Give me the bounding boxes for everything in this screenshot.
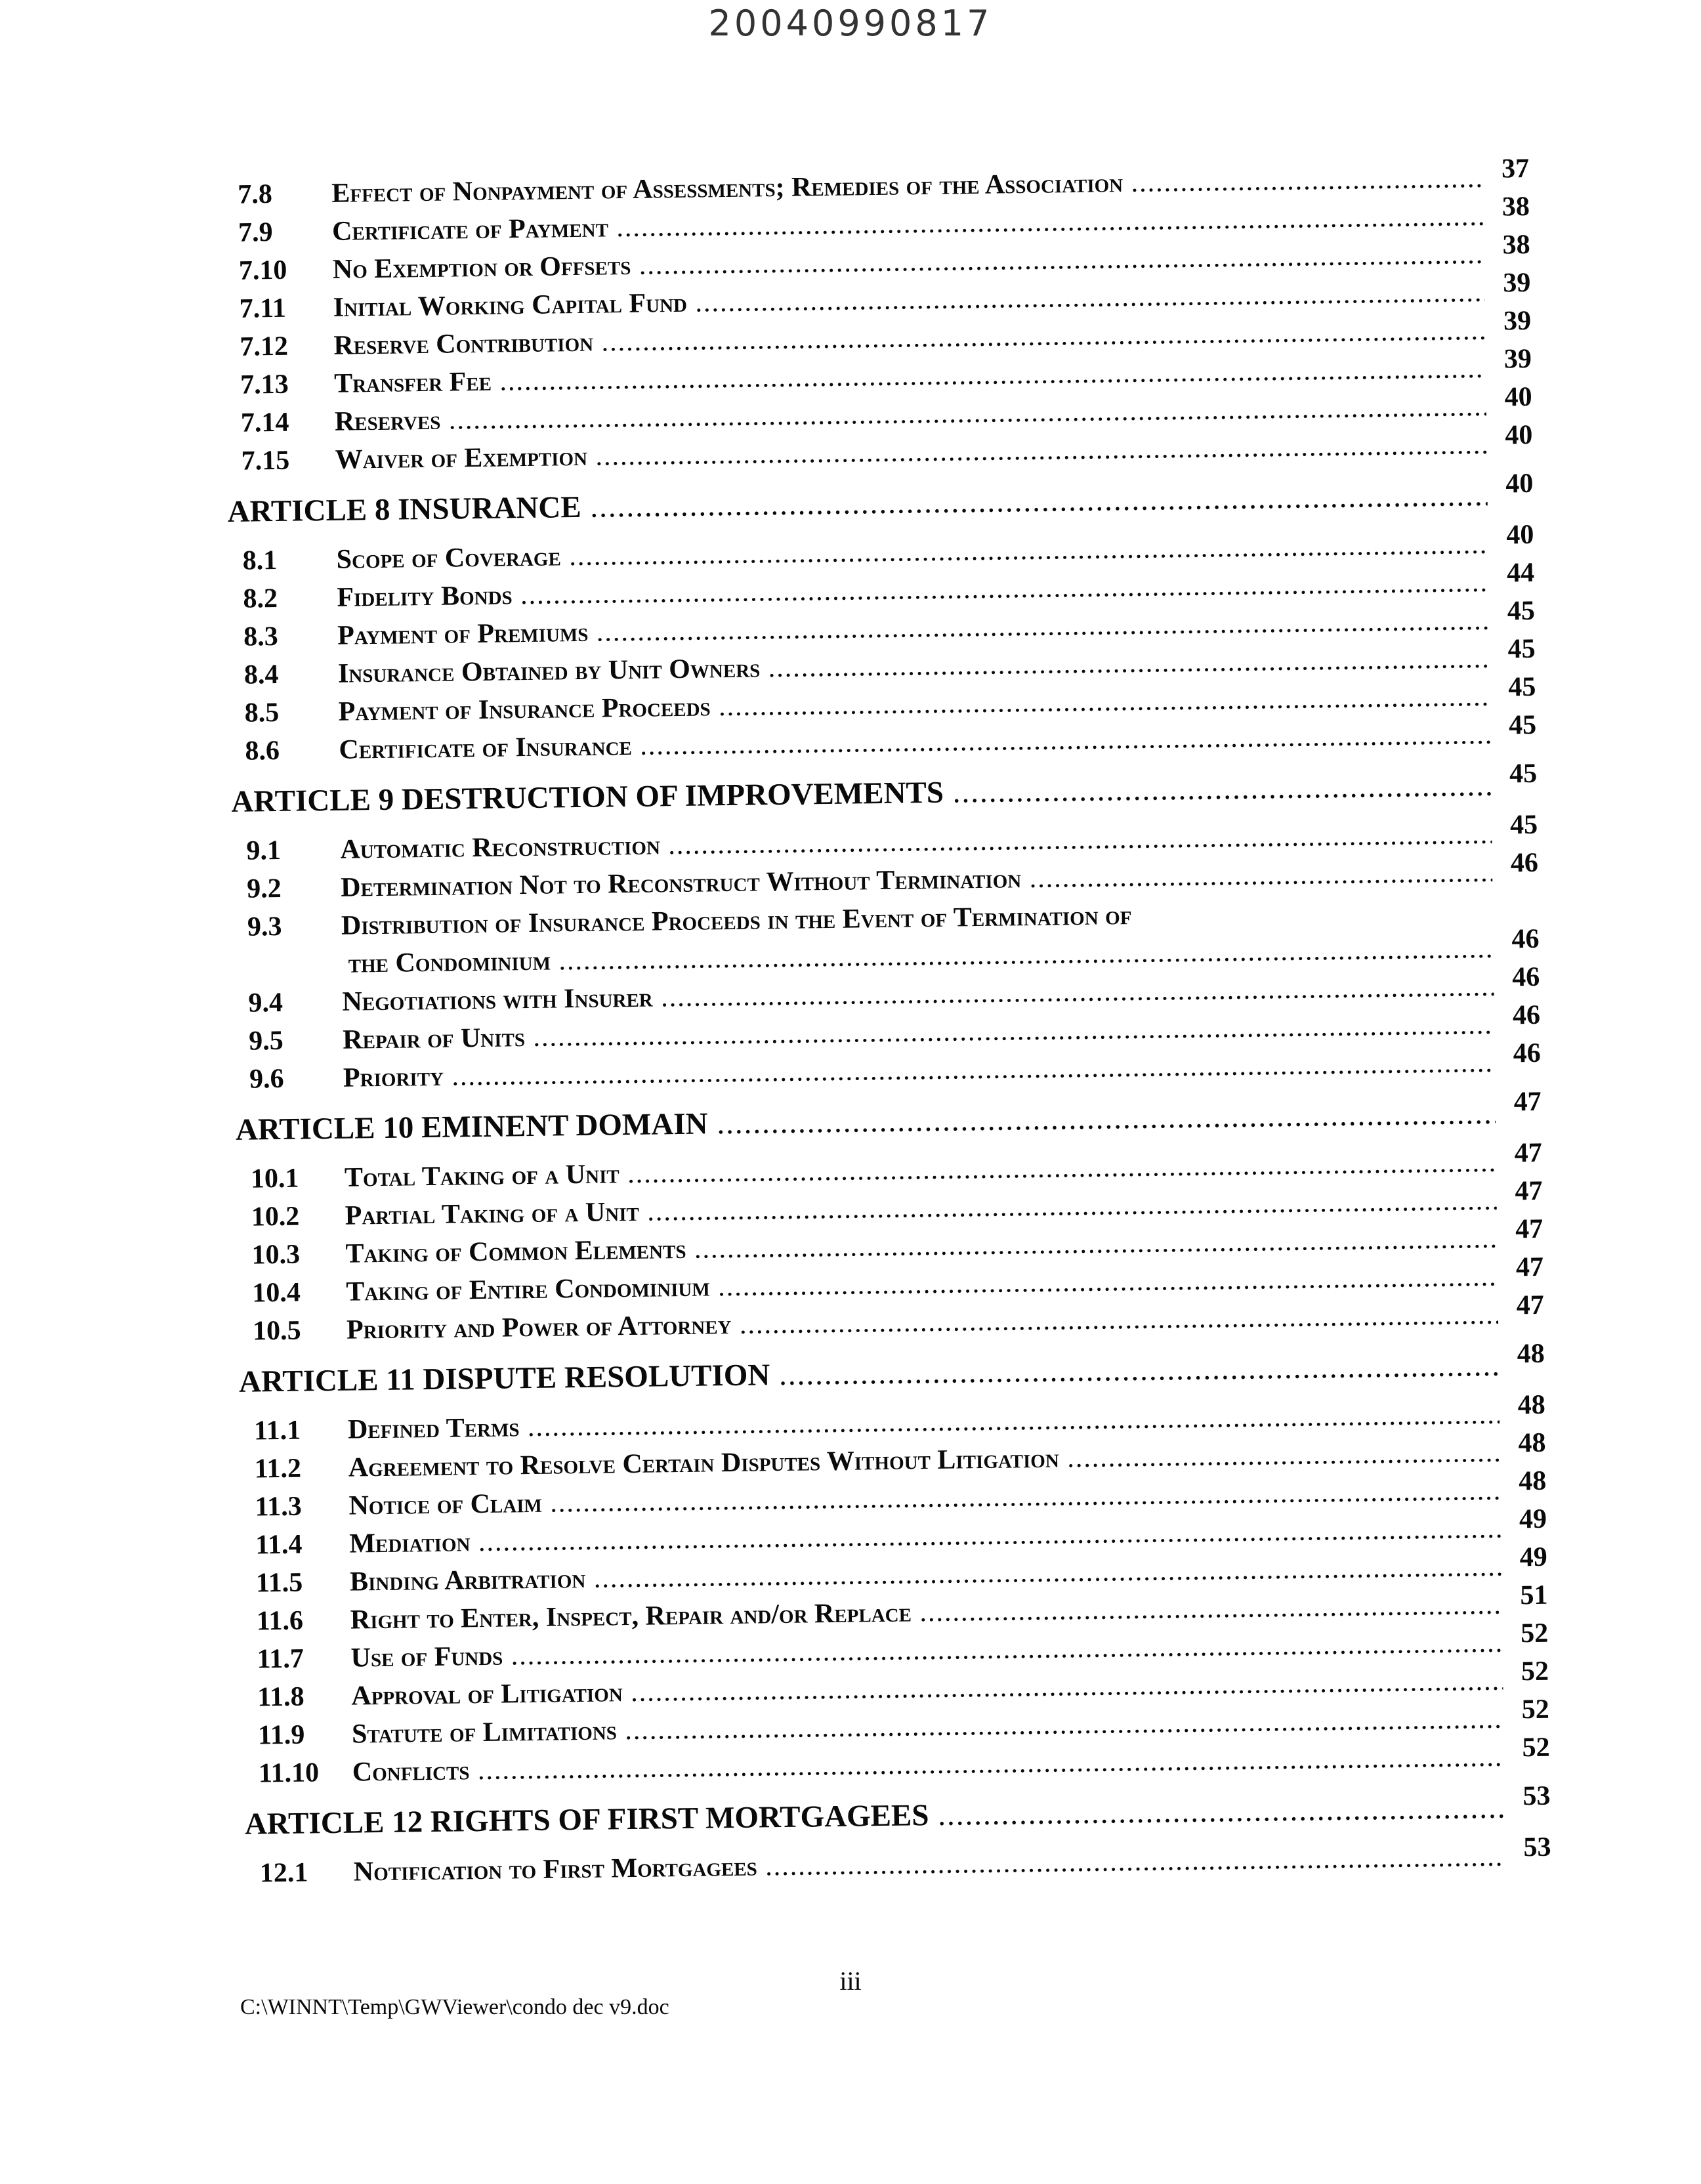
- toc-page-number: 40: [1506, 519, 1534, 551]
- toc-page-number: 40: [1505, 468, 1534, 499]
- toc-page-number: 46: [1513, 1038, 1541, 1069]
- toc-section-title: Certificate of Insurance .....: [339, 716, 1491, 769]
- toc-section-title: Scope of Coverage .....: [336, 526, 1488, 579]
- toc-section-number: 8.5: [244, 697, 280, 728]
- toc-page-number: 48: [1517, 1338, 1545, 1370]
- toc-section-number: 11.1: [253, 1415, 301, 1446]
- toc-section-number: 9.5: [248, 1025, 284, 1057]
- table-of-contents: [223, 153, 1551, 1893]
- toc-section-number: 7.15: [241, 445, 290, 476]
- toc-page-number: 45: [1507, 633, 1536, 665]
- toc-section-number: 8.6: [245, 735, 280, 766]
- toc-section-title: Fidelity Bonds .....: [337, 564, 1489, 617]
- toc-section-title: Determination Not to Reconstruct Without Termination .....: [341, 854, 1493, 907]
- toc-section-title: Notification to First Mortgagees .....: [353, 1838, 1505, 1891]
- toc-page-number: 47: [1515, 1175, 1543, 1207]
- toc-page-number: 44: [1506, 557, 1535, 589]
- toc-page-number: 52: [1520, 1618, 1549, 1649]
- toc-page-number: 48: [1517, 1389, 1545, 1421]
- toc-section-title: Payment of Premiums .....: [337, 602, 1490, 655]
- toc-section-title: Approval of Litigation .....: [351, 1662, 1503, 1715]
- toc-section-title: Binding Arbitration .....: [350, 1548, 1502, 1601]
- toc-page-number: 51: [1520, 1580, 1548, 1611]
- toc-page-number: 48: [1518, 1427, 1546, 1459]
- toc-page-number: 52: [1521, 1656, 1549, 1687]
- toc-section-title: Use of Funds .....: [350, 1624, 1503, 1677]
- toc-section-title: Initial Working Capital Fund .....: [333, 274, 1485, 327]
- toc-page-number: 49: [1519, 1542, 1548, 1573]
- toc-article-title: ARTICLE 8 INSURANCE .....: [227, 469, 1488, 538]
- toc-section-number: 8.4: [243, 659, 279, 690]
- toc-section-number: 12.1: [259, 1857, 308, 1889]
- toc-section-number: 10.4: [251, 1277, 301, 1309]
- document-id: 20040990817: [708, 3, 993, 44]
- toc-section-number: 11.9: [257, 1719, 305, 1751]
- toc-section-title: Total Taking of a Unit .....: [345, 1144, 1497, 1197]
- toc-section-title: Reserves .....: [335, 388, 1487, 441]
- toc-page-number: 39: [1503, 305, 1532, 337]
- toc-section-number: 7.9: [238, 217, 273, 248]
- toc-section-number: 11.8: [257, 1681, 304, 1713]
- toc-section-number: 9.1: [246, 835, 282, 866]
- toc-section-number: 11.10: [258, 1757, 320, 1789]
- toc-section-title: Mediation .....: [349, 1510, 1502, 1563]
- toc-page-number: 38: [1502, 191, 1530, 222]
- toc-section-title: No Exemption or Offsets .....: [333, 236, 1485, 289]
- toc-section-title: Automatic Reconstruction .....: [340, 816, 1492, 869]
- toc-section-number: 10.3: [251, 1239, 301, 1270]
- toc-page-number: 52: [1521, 1694, 1550, 1725]
- toc-section-title: Right to Enter, Inspect, Repair and/or Replace .....: [350, 1586, 1502, 1639]
- toc-section-title: Conflicts .....: [352, 1738, 1504, 1792]
- toc-section-number: 8.1: [242, 545, 278, 576]
- toc-section-number: 11.7: [257, 1643, 304, 1675]
- toc-page-number: 47: [1515, 1251, 1544, 1283]
- toc-section-number: 7.14: [240, 407, 289, 438]
- toc-section-number: 9.6: [249, 1063, 284, 1095]
- toc-section-title: Reserve Contribution .....: [333, 312, 1486, 365]
- toc-section-number: 8.2: [243, 583, 278, 614]
- toc-section-title: Certificate of Payment .....: [332, 198, 1484, 251]
- toc-section-number: 9.3: [247, 911, 282, 942]
- toc-page-number: 46: [1510, 847, 1539, 879]
- toc-page-number: 46: [1511, 923, 1540, 955]
- toc-section-title: Negotiations with Insurer .....: [342, 968, 1494, 1021]
- toc-section-title: Payment of Insurance Proceeds .....: [338, 678, 1490, 731]
- toc-section-number: 7.10: [238, 255, 287, 286]
- toc-page-number: 47: [1515, 1213, 1544, 1245]
- toc-section-number: 10.2: [251, 1201, 300, 1232]
- toc-section-title: Insurance Obtained by Unit Owners .....: [338, 640, 1490, 693]
- toc-section-title: Waiver of Exemption .....: [335, 426, 1487, 479]
- page-number: iii: [839, 1966, 862, 1996]
- toc-article-title: ARTICLE 9 DESTRUCTION OF IMPROVEMENTS .....: [231, 759, 1492, 828]
- toc-section-number: 7.8: [238, 179, 273, 210]
- toc-section-title: the Condominium .....: [348, 930, 1494, 983]
- toc-section-title: Distribution of Insurance Proceeds in the Event of Termination of: [341, 900, 1132, 941]
- toc-page-number: 46: [1512, 999, 1541, 1031]
- toc-section-number: 9.2: [246, 873, 282, 904]
- toc-section-number: 11.6: [256, 1605, 304, 1637]
- toc-section-number: 8.3: [243, 621, 278, 652]
- toc-page-number: 47: [1514, 1137, 1542, 1169]
- toc-section-title: Transfer Fee .....: [334, 350, 1486, 403]
- toc-section-title: Notice of Claim .....: [348, 1472, 1501, 1525]
- toc-section-number: 9.4: [248, 987, 284, 1018]
- toc-section-number: 11.5: [255, 1567, 303, 1599]
- toc-page-number: 53: [1523, 1832, 1551, 1863]
- toc-section-number: 10.1: [250, 1163, 299, 1194]
- toc-section-title: Priority and Power of Attorney .....: [346, 1296, 1499, 1349]
- toc-page-number: 45: [1509, 758, 1538, 789]
- toc-page-number: 48: [1518, 1465, 1547, 1497]
- toc-section-title: Taking of Common Elements .....: [345, 1220, 1498, 1273]
- toc-page-number: 40: [1504, 381, 1532, 413]
- toc-section-number: 7.12: [240, 331, 289, 362]
- toc-section-title: Effect of Nonpayment of Assessments; Remedies of the Association .....: [331, 159, 1484, 213]
- toc-page-number: 37: [1501, 153, 1530, 184]
- toc-section-title: Defined Terms .....: [348, 1396, 1500, 1449]
- toc-section-number: 7.11: [239, 293, 287, 324]
- toc-page-number: 45: [1508, 709, 1537, 741]
- toc-section-title: Agreement to Resolve Certain Disputes Without Litigation .....: [348, 1434, 1500, 1487]
- toc-page-number: 46: [1511, 961, 1540, 993]
- toc-section-title: Partial Taking of a Unit .....: [345, 1182, 1497, 1235]
- toc-section-title: Priority .....: [343, 1044, 1496, 1097]
- toc-section-title: Statute of Limitations .....: [352, 1700, 1504, 1754]
- toc-section-number: 11.3: [255, 1491, 303, 1522]
- toc-page-number: 45: [1507, 595, 1536, 627]
- toc-page-number: 40: [1505, 419, 1533, 451]
- toc-section-number: 11.2: [254, 1453, 302, 1484]
- toc-page-number: 53: [1522, 1780, 1551, 1812]
- toc-article-title: ARTICLE 10 EMINENT DOMAIN .....: [236, 1087, 1496, 1156]
- toc-page-number: 45: [1508, 671, 1536, 703]
- toc-page-number: 38: [1502, 229, 1530, 261]
- toc-page-number: 39: [1503, 343, 1532, 375]
- toc-page-number: 39: [1503, 267, 1531, 299]
- toc-page-number: 49: [1519, 1503, 1547, 1535]
- toc-section-title: Repair of Units .....: [343, 1006, 1495, 1059]
- toc-article-title: ARTICLE 11 DISPUTE RESOLUTION .....: [239, 1339, 1500, 1408]
- toc-section-title: Taking of Entire Condominium .....: [346, 1258, 1498, 1311]
- toc-section-number: 7.13: [240, 369, 289, 400]
- file-path: C:\WINNT\Temp\GWViewer\condo dec v9.doc: [240, 1995, 669, 2019]
- toc-section-number: 10.5: [252, 1315, 301, 1347]
- toc-page-number: 47: [1516, 1290, 1544, 1321]
- toc-page-number: 52: [1522, 1732, 1550, 1763]
- toc-section-number: 11.4: [255, 1529, 303, 1561]
- toc-page-number: 47: [1513, 1086, 1542, 1118]
- toc-page-number: 45: [1509, 809, 1538, 841]
- toc-article-title: ARTICLE 12 RIGHTS OF FIRST MORTGAGEES .....: [244, 1782, 1505, 1851]
